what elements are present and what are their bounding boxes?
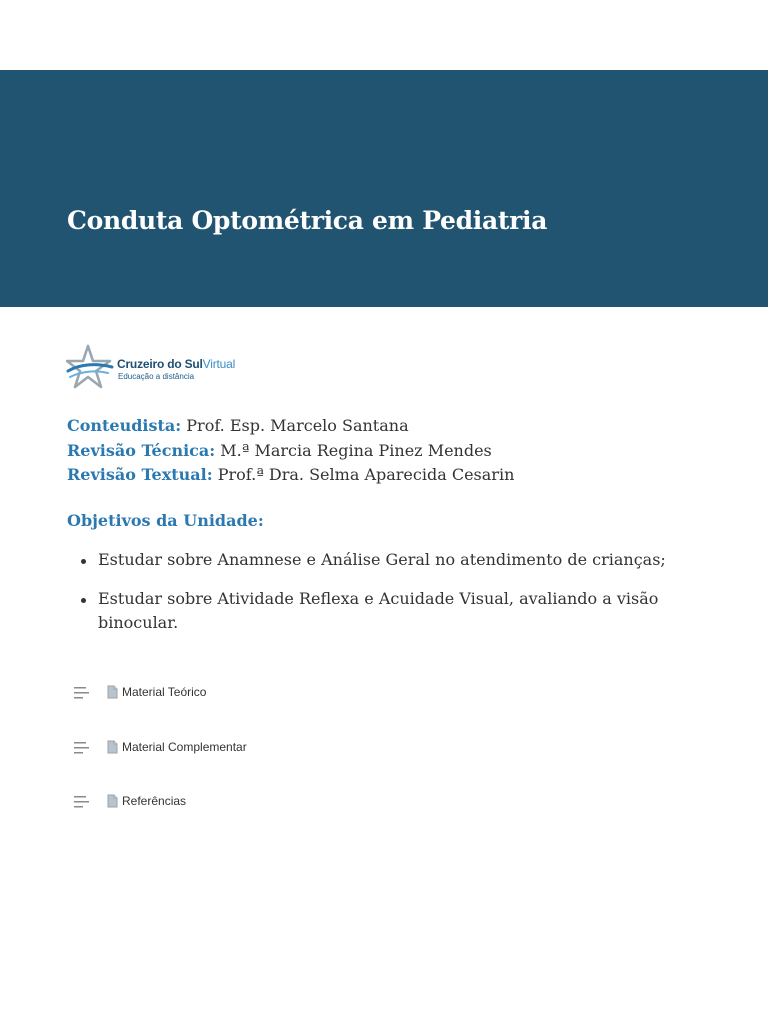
credit-label: Conteudista: <box>67 416 182 435</box>
objective-text: Estudar sobre Anamnese e Análise Geral no atendimento de crianças; <box>98 550 666 569</box>
menu-lines-icon <box>74 796 90 808</box>
credit-row-text-review <box>67 463 514 488</box>
page-title: Conduta Optométrica em Pediatria <box>67 206 548 235</box>
document-icon <box>107 685 118 699</box>
menu-lines-icon <box>74 687 90 699</box>
star-logo-icon <box>66 344 114 390</box>
list-item <box>67 587 707 636</box>
document-icon <box>107 794 118 808</box>
bullet-icon <box>81 559 86 564</box>
header-banner <box>0 70 768 307</box>
nav-item-referencias[interactable] <box>74 793 474 813</box>
objectives-list <box>67 548 707 650</box>
logo-tagline: Educação a distância <box>118 372 195 381</box>
credit-value: Prof.ª Dra. Selma Aparecida Cesarin <box>217 465 515 484</box>
nav-item-label: Referências <box>122 794 187 808</box>
objectives-heading: Objetivos da Unidade: <box>67 511 264 530</box>
credit-value: Prof. Esp. Marcelo Santana <box>186 416 409 435</box>
logo-brand-name <box>117 357 235 371</box>
bullet-icon <box>81 598 86 603</box>
credits-block <box>67 414 514 488</box>
objective-text: Estudar sobre Atividade Reflexa e Acuidade Visual, avaliando a visão binocular. <box>98 588 659 632</box>
credit-label: Revisão Técnica: <box>67 440 216 460</box>
logo-brand-part2: Virtual <box>202 357 236 371</box>
menu-lines-icon <box>74 742 90 754</box>
credit-row-author <box>67 414 514 439</box>
credit-value: M.ª Marcia Regina Pinez Mendes <box>220 440 492 460</box>
credit-row-technical-review <box>67 439 514 464</box>
logo-brand-part1: Cruzeiro do Sul <box>117 357 203 371</box>
document-icon <box>107 740 118 754</box>
nav-item-material-complementar[interactable] <box>74 739 474 759</box>
nav-item-material-teorico[interactable] <box>74 684 474 704</box>
nav-item-label: Material Complementar <box>122 740 247 754</box>
list-item <box>67 548 707 573</box>
institution-logo <box>66 344 236 390</box>
credit-label: Revisão Textual: <box>67 465 213 484</box>
nav-item-label: Material Teórico <box>122 685 207 699</box>
